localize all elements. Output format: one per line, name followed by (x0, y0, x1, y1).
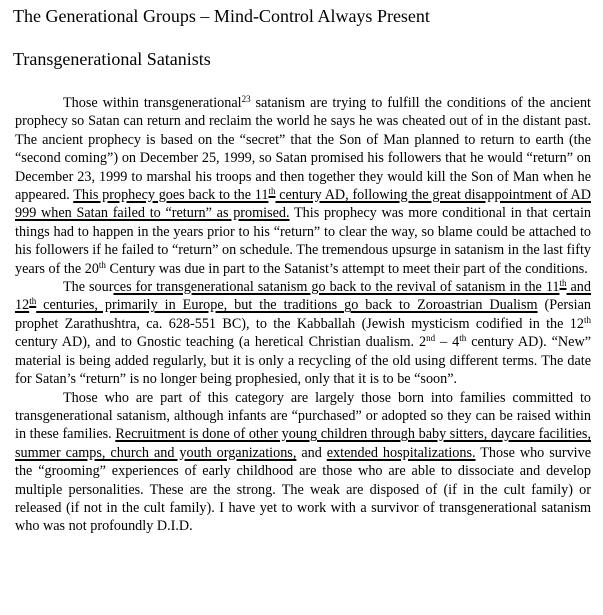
superscript: th (583, 314, 591, 325)
text-run: and (296, 444, 327, 461)
text-run: Century was due in part to the Satanist’s attempt to meet their part of the conditions. (105, 260, 588, 277)
superscript: 23 (241, 94, 251, 104)
underlined-superscript: th (559, 278, 567, 289)
text-run: Those within transgenerational (63, 95, 242, 111)
underlined-text: and 12 (15, 279, 591, 314)
superscript: nd (426, 333, 436, 344)
underlined-superscript: th (268, 186, 276, 197)
text-run: Those who survive the “grooming” experiences of early childhood are those who are able to dissociate and develop multiple personalities. These are the strong. The weak are disposed of (if in the cult family) or released (if not in the cult family). I have yet to work with a survivor of transgenerational satanism who was not profoundly D.I.D. (15, 444, 591, 535)
text-run: satanism are trying to fulfill the conditions of the ancient prophecy so Satan can return and reclaim the world he says he was cheated out of in the distant past. The ancient prophecy is based on the “secret” that the Son of Man planned to return to earth (the “second coming”) on December 25, 1999, so Satan promised his followers that he would “return” on December 23, 1999 to marshal his troops and then together they would kill the Son of Man when he appeared. (15, 95, 591, 204)
text-run: century AD), and to Gnostic teaching (a heretical Christian dualism. 2 (15, 334, 427, 351)
text-run: This prophecy was more conditional in that certain things had to happen in the years prior to his “return” to clear the way, so blame could be attached to his followers if he failed to “return” on schedule. The tremendous upsurge in satanism in the last fifty years of the 20 (15, 205, 592, 277)
underlined-text: century AD, following the great disappointment of AD 999 when Satan failed to “return” as promised. (15, 187, 591, 222)
underlined-text: Recruitment is done of other young children through baby sitters, daycare facilities, summer camps, church and youth organizations, (15, 426, 591, 461)
section-title: Transgenerational Satanists (13, 49, 211, 69)
paragraph (15, 94, 591, 278)
underlined-superscript: th (29, 296, 37, 307)
underlined-text: ces for transgenerational satanism go back to the revival of satanism in the 11 (113, 279, 560, 296)
paragraph (15, 278, 591, 388)
text-run: Those who are part of this category are largely those born into families committed to transgenerational satanism, although infants are “purchased” or adopted so they can be raised within in these families. (15, 389, 591, 443)
text-run: century AD). “New” material is being added regularly, but it is only a recycling of the old using different terms. The date for Satan’s “return” is no longer being prophesied, only that it is to be “soon”. (15, 334, 592, 388)
page-header: The Generational Groups – Mind-Control Always Present (13, 6, 430, 26)
document-body (15, 94, 591, 536)
paragraph (15, 389, 591, 536)
underlined-text: extended hospitalizations. (326, 444, 476, 461)
superscript: th (98, 259, 106, 270)
text-run: (Persian prophet Zarathushtra, ca. 628-551 BC), to the Kabballah (Jewish mysticism codified in the 12 (15, 297, 591, 332)
underlined-text: This prophecy goes back to the 11 (73, 187, 269, 204)
superscript: th (459, 333, 467, 344)
underlined-text: centuries, primarily in Europe, but the traditions go back to Zoroastrian Dualism (36, 297, 538, 314)
text-run: The sour (63, 279, 114, 296)
text-run: – 4 (435, 334, 460, 351)
